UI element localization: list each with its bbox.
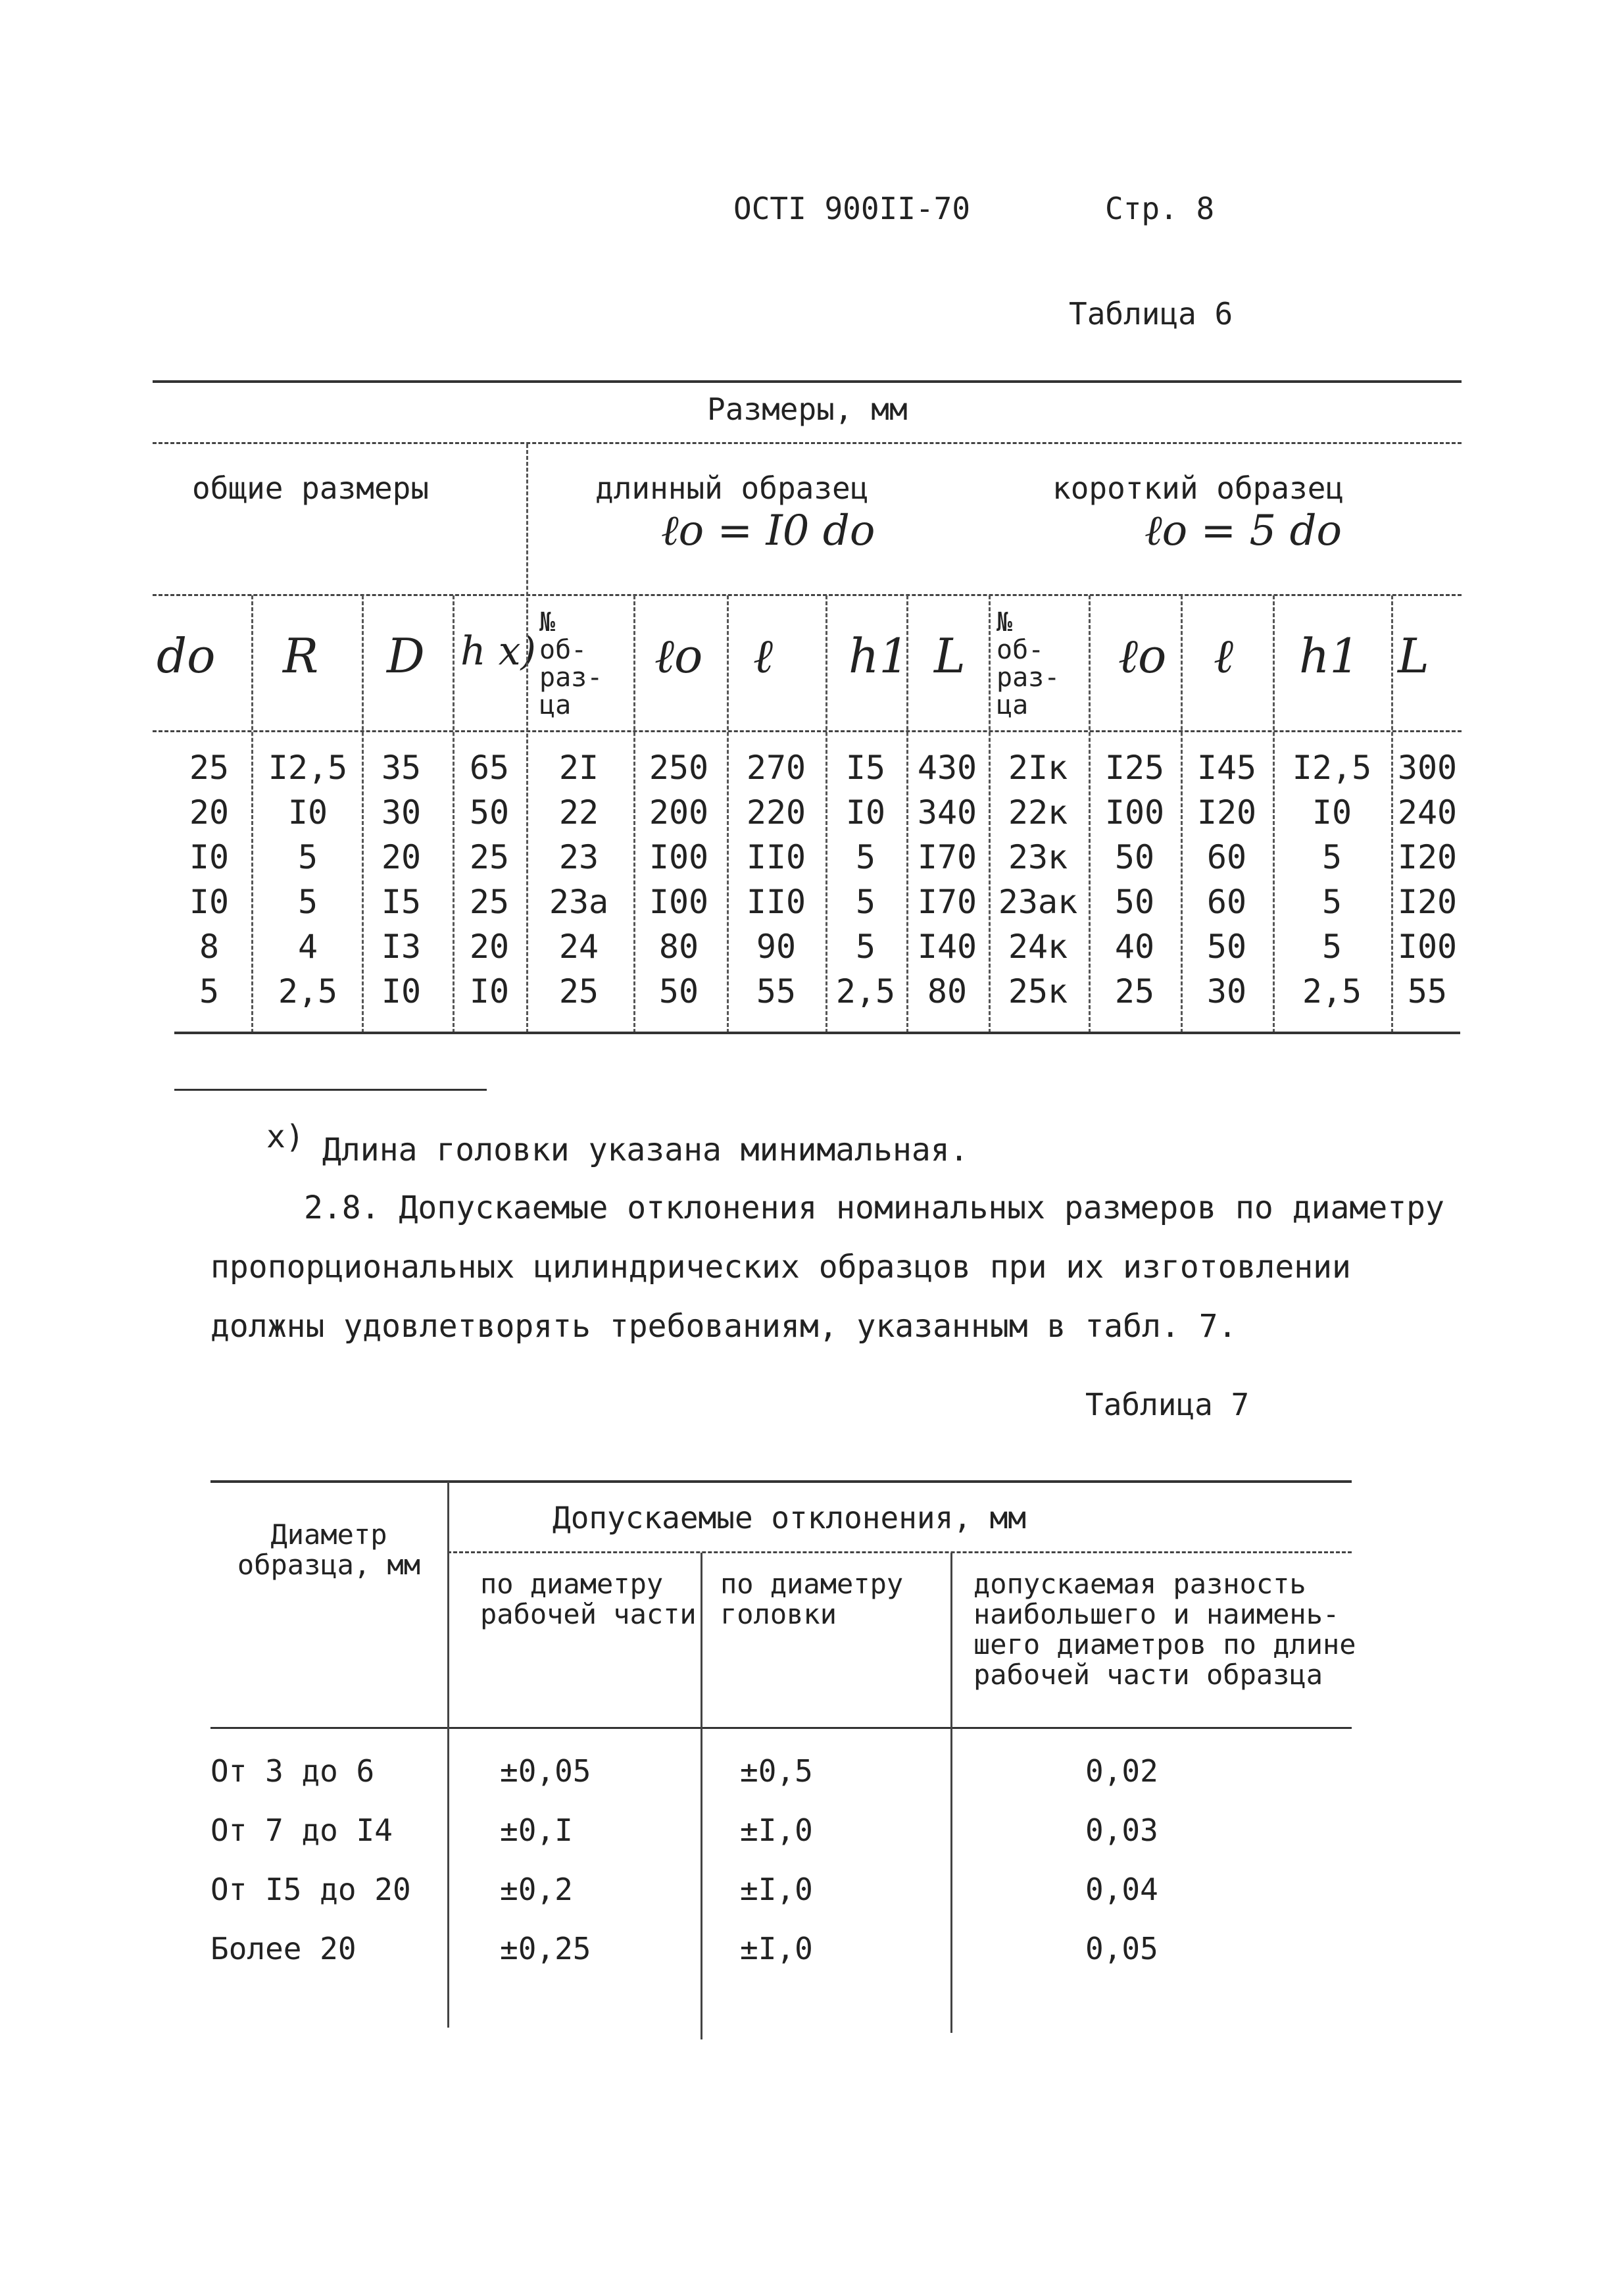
table6-top-border bbox=[153, 380, 1462, 383]
table6-cell: I0 bbox=[189, 838, 230, 876]
table6-cell: I0 bbox=[845, 793, 886, 832]
col-sep bbox=[701, 1553, 702, 2039]
table7-cell: ±I,0 bbox=[740, 1931, 813, 1966]
table6-cell: 220 bbox=[746, 793, 806, 832]
table7-title: Таблица 7 bbox=[1085, 1387, 1250, 1422]
table6-cell: 250 bbox=[649, 749, 709, 787]
table6-cell: 25к bbox=[1008, 972, 1068, 1011]
table6-cell: 8 bbox=[199, 928, 220, 966]
col-header-L-short: L bbox=[1398, 628, 1429, 684]
col-header-L-long: L bbox=[934, 628, 966, 684]
col-header-h1-short: h1 bbox=[1299, 628, 1360, 684]
table6-cell: 50 bbox=[469, 793, 510, 832]
table6-cell: 5 bbox=[855, 883, 876, 921]
col-header-h1-long: h1 bbox=[849, 628, 910, 684]
table6-title: Таблица 6 bbox=[1069, 296, 1233, 332]
table6-cell: 30 bbox=[381, 793, 422, 832]
table7-cell: ±I,0 bbox=[740, 1872, 813, 1907]
col-header-lo-short: ℓo bbox=[1118, 628, 1167, 684]
table6-cell: I3 bbox=[381, 928, 422, 966]
table6-cell: I00 bbox=[649, 838, 709, 876]
table6-cell: 2Iк bbox=[1008, 749, 1068, 787]
paragraph-line-3: должны удовлетворять требованиям, указанным в табл. 7. bbox=[210, 1308, 1237, 1345]
table6-cell: 65 bbox=[469, 749, 510, 787]
table6-cell: 24 bbox=[558, 928, 599, 966]
col-header-sample-no-short: № об-раз-ца bbox=[997, 607, 1060, 720]
table6-cell: 25 bbox=[189, 749, 230, 787]
table6-cell: 60 bbox=[1206, 883, 1247, 921]
table7-cell: ±I,0 bbox=[740, 1812, 813, 1848]
table6-cell: I20 bbox=[1397, 838, 1458, 876]
table6-top-header: Размеры, мм bbox=[707, 391, 908, 427]
table7-cell: ±0,2 bbox=[500, 1872, 573, 1907]
col-work-header: по диаметру рабочей части bbox=[480, 1568, 697, 1630]
table7-cell: ±0,I bbox=[500, 1812, 573, 1848]
table6-cell: 50 bbox=[1114, 883, 1155, 921]
table7-cell: 0,05 bbox=[1085, 1931, 1158, 1966]
table6-cell: 55 bbox=[756, 972, 797, 1011]
col-diff-header: допускаемая разность наибольшего и наимень-шего диаметров по длине рабочей части образца bbox=[973, 1568, 1356, 1691]
group-long-formula: ℓo = I0 do bbox=[661, 507, 875, 555]
table6-cell: I0 bbox=[381, 972, 422, 1011]
table6-cell: 22к bbox=[1008, 793, 1068, 832]
col-header-sample-no-long: № об-раз-ца bbox=[539, 607, 603, 720]
col-header-l-short: ℓ bbox=[1214, 628, 1233, 684]
table7-cell: От 7 до I4 bbox=[210, 1812, 393, 1848]
table7-cell: 0,02 bbox=[1085, 1753, 1158, 1789]
table6-cell: I0 bbox=[189, 883, 230, 921]
table6-cell: 5 bbox=[297, 883, 318, 921]
table6-cell: 5 bbox=[1321, 883, 1342, 921]
table6-cell: 2,5 bbox=[278, 972, 338, 1011]
table6-divider-2 bbox=[153, 594, 1462, 596]
table7-cell: От 3 до 6 bbox=[210, 1753, 375, 1789]
table7-cell: Более 20 bbox=[210, 1931, 357, 1966]
table6-cell: 25 bbox=[469, 883, 510, 921]
table6-divider-3 bbox=[153, 730, 1462, 732]
table6-cell: I70 bbox=[917, 883, 977, 921]
col-head-header: по диаметру головки bbox=[720, 1568, 904, 1630]
table6-cell: I0 bbox=[1312, 793, 1352, 832]
table6-cell: 25 bbox=[558, 972, 599, 1011]
table6-cell: 340 bbox=[917, 793, 977, 832]
table6-cell: 5 bbox=[855, 928, 876, 966]
table7-cell: ±0,5 bbox=[740, 1753, 813, 1789]
table6-cell: II0 bbox=[746, 883, 806, 921]
table6-cell: 30 bbox=[1206, 972, 1247, 1011]
table6-cell: 90 bbox=[756, 928, 797, 966]
table6-cell: 25 bbox=[469, 838, 510, 876]
col-header-l-long: ℓ bbox=[753, 628, 773, 684]
table6-cell: 5 bbox=[1321, 928, 1342, 966]
table6-cell: 4 bbox=[297, 928, 318, 966]
table6-cell: 60 bbox=[1206, 838, 1247, 876]
table6-cell: 50 bbox=[1114, 838, 1155, 876]
table6-cell: 300 bbox=[1397, 749, 1458, 787]
table6-cell: 23а bbox=[549, 883, 609, 921]
table6-cell: 2I bbox=[558, 749, 599, 787]
table6-cell: I20 bbox=[1196, 793, 1257, 832]
table6-cell: I40 bbox=[917, 928, 977, 966]
table6-cell: I00 bbox=[649, 883, 709, 921]
table6-cell: 270 bbox=[746, 749, 806, 787]
table6-cell: 20 bbox=[189, 793, 230, 832]
table6-cell: 5 bbox=[1321, 838, 1342, 876]
table6-cell: II0 bbox=[746, 838, 806, 876]
table7-cell: 0,03 bbox=[1085, 1812, 1158, 1848]
table6-cell: 2,5 bbox=[1302, 972, 1362, 1011]
table6-cell: I5 bbox=[845, 749, 886, 787]
table6-cell: I45 bbox=[1196, 749, 1257, 787]
table6-cell: I2,5 bbox=[1292, 749, 1372, 787]
table6-cell: 200 bbox=[649, 793, 709, 832]
table6-cell: 240 bbox=[1397, 793, 1458, 832]
col-sep bbox=[950, 1553, 952, 2033]
table6-cell: 5 bbox=[855, 838, 876, 876]
col-diameter-header: Диаметр образца, мм bbox=[237, 1518, 421, 1581]
table6-bottom-border bbox=[174, 1032, 1460, 1034]
table7-cell: От I5 до 20 bbox=[210, 1872, 411, 1907]
paragraph-line-2: пропорциональных цилиндрических образцов при их изготовлении bbox=[210, 1249, 1351, 1286]
table6-cell: I5 bbox=[381, 883, 422, 921]
group-general-label: общие размеры bbox=[192, 470, 430, 506]
table6-cell: I20 bbox=[1397, 883, 1458, 921]
table6-cell: 50 bbox=[658, 972, 699, 1011]
table7-group-divider bbox=[447, 1551, 1352, 1553]
paragraph-line-1: 2.8. Допускаемые отклонения номинальных размеров по диаметру bbox=[304, 1189, 1444, 1226]
table6-cell: 20 bbox=[469, 928, 510, 966]
table6-cell: 24к bbox=[1008, 928, 1068, 966]
table6-cell: 80 bbox=[658, 928, 699, 966]
table7-cell: ±0,05 bbox=[500, 1753, 591, 1789]
col-sep bbox=[447, 1482, 449, 2028]
table6-cell: 35 bbox=[381, 749, 422, 787]
col-header-do: do bbox=[157, 628, 216, 684]
table6-cell: 80 bbox=[927, 972, 968, 1011]
deviations-group-header: Допускаемые отклонения, мм bbox=[553, 1500, 1027, 1536]
table6-cell: 22 bbox=[558, 793, 599, 832]
table6-divider-1 bbox=[153, 442, 1462, 444]
table6-cell: 23к bbox=[1008, 838, 1068, 876]
table6-cell: 5 bbox=[297, 838, 318, 876]
table6-cell: 20 bbox=[381, 838, 422, 876]
group-short-label: короткий образец bbox=[1052, 470, 1344, 506]
col-header-R: R bbox=[283, 628, 319, 684]
document-id: ОСТI 900II-70 bbox=[733, 191, 971, 226]
table6-cell: I2,5 bbox=[268, 749, 348, 787]
table6-cell: 23 bbox=[558, 838, 599, 876]
footnote-rule bbox=[174, 1089, 487, 1091]
table6-cell: 23ак bbox=[998, 883, 1078, 921]
col-header-D: D bbox=[387, 628, 425, 684]
table6-cell: 55 bbox=[1407, 972, 1448, 1011]
group-long-label: длинный образец bbox=[595, 470, 869, 506]
table6-cell: I0 bbox=[469, 972, 510, 1011]
table7-top-border bbox=[210, 1480, 1352, 1483]
table7-header-bottom bbox=[210, 1727, 1352, 1729]
page-number: Стр. 8 bbox=[1105, 191, 1215, 226]
table6-cell: 40 bbox=[1114, 928, 1155, 966]
table7-cell: ±0,25 bbox=[500, 1931, 591, 1966]
col-header-lo-long: ℓo bbox=[654, 628, 703, 684]
table6-cell: I00 bbox=[1104, 793, 1165, 832]
table6-cell: I00 bbox=[1397, 928, 1458, 966]
footnote-text: Длина головки указана минимальная. bbox=[322, 1132, 969, 1168]
col-header-h: h x) bbox=[460, 628, 536, 674]
table6-cell: I70 bbox=[917, 838, 977, 876]
footnote-mark: x) bbox=[266, 1118, 305, 1155]
group-short-formula: ℓo = 5 do bbox=[1144, 507, 1342, 555]
table6-cell: 50 bbox=[1206, 928, 1247, 966]
table6-cell: 5 bbox=[199, 972, 220, 1011]
table6-cell: I25 bbox=[1104, 749, 1165, 787]
table6-cell: I0 bbox=[287, 793, 328, 832]
table7-cell: 0,04 bbox=[1085, 1872, 1158, 1907]
table6-cell: 25 bbox=[1114, 972, 1155, 1011]
table6-cell: 430 bbox=[917, 749, 977, 787]
table6-cell: 2,5 bbox=[835, 972, 896, 1011]
